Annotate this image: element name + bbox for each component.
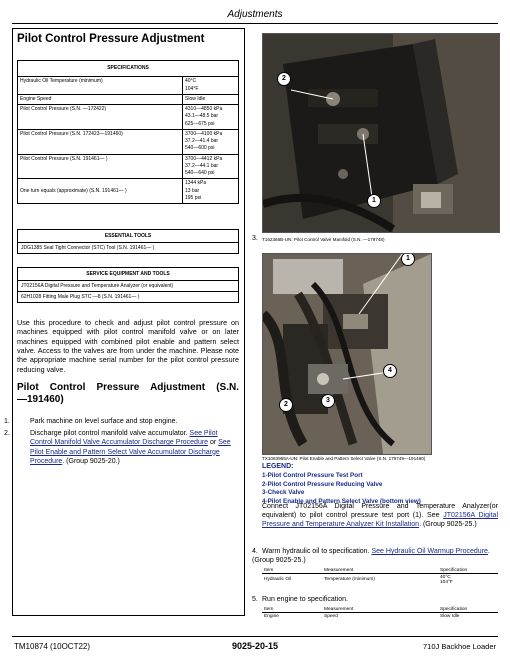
- figure-2-photo: [262, 253, 432, 455]
- table-row: [18, 105, 239, 130]
- figure-2-caption: TX1063965A-UN: Pilot Enable and Pattern Select Valve (S.N. 179749—191460): [262, 456, 426, 461]
- step-text: Discharge pilot control manifold valve accumulator.: [30, 430, 190, 438]
- specifications-table: [17, 60, 239, 204]
- legend-item: 4-Pilot Enable and Pattern Select Valve (bottom view): [262, 497, 421, 505]
- spec-value-line: 625—675 psi: [185, 120, 215, 127]
- step-5: [252, 595, 498, 604]
- accumulator-discharge-link[interactable]: See Pilot Control Manifold Valve Accumulator Discharge Procedure: [30, 430, 218, 447]
- header-rule: [12, 23, 498, 24]
- step-text: Run engine to specification.: [262, 596, 348, 603]
- spec-value-line: 1344 kPa: [185, 180, 207, 187]
- pilot-enable-discharge-link[interactable]: See Pilot Enable and Pattern Select Valve Accumulator Discharge Procedure: [30, 439, 231, 465]
- table-cell: Speed: [324, 613, 338, 619]
- step-4: [252, 547, 498, 565]
- steps-list: [4, 417, 241, 469]
- callout-3: 3: [321, 394, 335, 408]
- step-number: 1.: [4, 418, 10, 425]
- spec-value-line: Slow Idle: [185, 95, 206, 102]
- spec-value-line: 37.2—41.4 bar: [185, 138, 219, 144]
- table-cell: [438, 574, 498, 586]
- table-row: [18, 94, 239, 104]
- legend-item: 2-Pilot Control Pressure Reducing Valve: [262, 480, 383, 488]
- table-header-cell: Item: [262, 567, 322, 574]
- essential-tools-box: [17, 229, 239, 254]
- table-row: [262, 613, 498, 620]
- step-text: Warm hydraulic oil to specification.: [262, 548, 372, 555]
- service-equipment-box: [17, 267, 239, 303]
- spec-value: [183, 179, 239, 204]
- step-number: 2.: [4, 430, 10, 438]
- oil-warmup-link[interactable]: See Hydraulic Oil Warmup Procedure: [371, 548, 488, 555]
- page-title: Pilot Control Pressure Adjustment: [17, 33, 205, 45]
- spec-item: Pilot Control Pressure (S.N. —172422): [18, 105, 183, 130]
- spec-value-line: 104°F: [440, 579, 453, 585]
- spec-value-line: 40°C: [185, 78, 197, 85]
- legend-item: 1-Pilot Control Pressure Test Port: [262, 472, 363, 479]
- callout-4: 4: [383, 364, 397, 378]
- spec-item: Hydraulic Oil Temperature (minimum): [18, 77, 183, 95]
- list-item: JT02156A Digital Pressure and Temperature Analyzer (or equivalent): [18, 281, 238, 292]
- step-text: or: [208, 439, 219, 447]
- step-5-spec-table: [262, 606, 498, 619]
- connect-text: Connect JT02156A Digital Pressure and Temperature Analyzer(or equivalent) to pilot control pressure test port (1). See: [262, 503, 498, 520]
- pattern-select-valve-illustration: [263, 254, 431, 454]
- footer-rule: [12, 636, 498, 637]
- step-text: . (Group 9025-20.): [62, 457, 120, 465]
- spec-value: [183, 129, 239, 154]
- valve-manifold-illustration: [263, 34, 499, 232]
- spec-value-line: 3700—4100 kPa: [185, 130, 223, 137]
- analyzer-kit-link[interactable]: JT02156A Digital Pressure and Temperature Analyzer Kit Installation: [262, 512, 498, 529]
- table-row: [18, 179, 239, 204]
- step-text: Park machine on level surface and stop engine.: [30, 418, 178, 425]
- spec-item: Pilot Control Pressure (S.N. 191461— ): [18, 154, 183, 179]
- spec-item: One turn equals (approximate) (S.N. 191461— ): [18, 179, 183, 204]
- step-text: . (Group 9025-25.): [252, 548, 490, 565]
- spec-value: [183, 94, 239, 104]
- step-4-spec-table: [262, 567, 498, 585]
- callout-2: 2: [279, 398, 293, 412]
- connect-instruction: [262, 502, 498, 529]
- spec-value-line: 43.1—48.5 bar: [185, 113, 219, 120]
- legend-title: LEGEND:: [262, 463, 294, 470]
- essential-tools-heading: ESSENTIAL TOOLS: [18, 230, 238, 243]
- callout-1: 1: [401, 253, 415, 266]
- table-row: [18, 129, 239, 154]
- spec-value-line: 540—600 psi: [185, 145, 215, 152]
- spec-value-line: 195 psi: [185, 194, 202, 201]
- spec-value-line: 540—640 psi: [185, 170, 215, 176]
- list-item: 62H1028 Fitting Male Plug STC —8 (S.N. 191461— ): [21, 294, 140, 300]
- table-cell: Temperature (minimum): [324, 577, 375, 582]
- spec-value: [183, 77, 239, 95]
- spec-value-line: 13 bar: [185, 187, 200, 194]
- section-header: Adjustments: [227, 9, 283, 20]
- spec-value-line: 3700—4412 kPa: [185, 155, 223, 162]
- callout-2: 2: [277, 72, 291, 86]
- spec-item: Pilot Control Pressure (S.N. 172423—191460): [18, 129, 183, 154]
- table-header-cell: Item: [262, 606, 322, 613]
- table-row: [18, 154, 239, 179]
- specifications-heading: SPECIFICATIONS: [18, 61, 239, 77]
- figure-number: 3.: [252, 235, 258, 242]
- list-item: JDG1385 Seal Tight Connector (STC) Tool (S.N. 191461— ): [21, 245, 155, 251]
- table-header-cell: Measurement: [322, 606, 438, 613]
- table-row: [18, 77, 239, 95]
- machine-model: 710J Backhoe Loader: [423, 642, 496, 651]
- table-header-cell: Measurement: [322, 567, 438, 574]
- spec-value-line: 4310—4850 kPa: [185, 106, 223, 112]
- intro-paragraph: Use this procedure to check and adjust pilot control pressure on machines equipped with pilot control manifold valve or on later machines equipped with combined pilot enable and pattern select valve. Access to the valves are from under the machine. Please note the appropriate machine serial number for the pilot control pressure reducing valve.: [17, 318, 239, 374]
- table-header-cell: Specification: [438, 606, 498, 613]
- subsection-title: Pilot Control Pressure Adjustment (S.N.: [17, 382, 239, 393]
- spec-value: [183, 154, 239, 179]
- legend-item: 3-Check Valve: [262, 489, 305, 496]
- step-number: 5.: [252, 596, 258, 603]
- spec-value-line: 37.2—44.1 bar: [185, 162, 219, 169]
- callout-1: 1: [367, 194, 381, 208]
- table-cell: Engine: [264, 613, 279, 619]
- step-1: [4, 417, 241, 426]
- table-header-cell: Specification: [438, 567, 498, 574]
- spec-value-line: 40°C: [440, 574, 451, 580]
- page-number: 9025-20-15: [231, 641, 279, 651]
- spec-value: [183, 105, 239, 130]
- table-cell: Slow Idle: [440, 613, 460, 619]
- spec-item: Engine Speed: [18, 94, 183, 104]
- spec-value-line: 104°F: [185, 85, 199, 92]
- table-row: [262, 574, 498, 586]
- figure-1-photo: [262, 33, 500, 233]
- step-number: 4.: [252, 548, 258, 555]
- document-id: TM10874 (10OCT22): [14, 642, 91, 651]
- step-2: [4, 429, 241, 466]
- connect-text: . (Group 9025-25.): [419, 521, 477, 529]
- legend-list: [262, 472, 421, 506]
- subsection-title-line2: —191460): [17, 394, 64, 405]
- table-cell: Hydraulic Oil: [264, 577, 292, 582]
- figure-1-caption: T162366B-UN: Pilot Control Valve Manifold (S.N. —179748): [262, 237, 385, 242]
- service-equipment-heading: SERVICE EQUIPMENT AND TOOLS: [18, 268, 238, 281]
